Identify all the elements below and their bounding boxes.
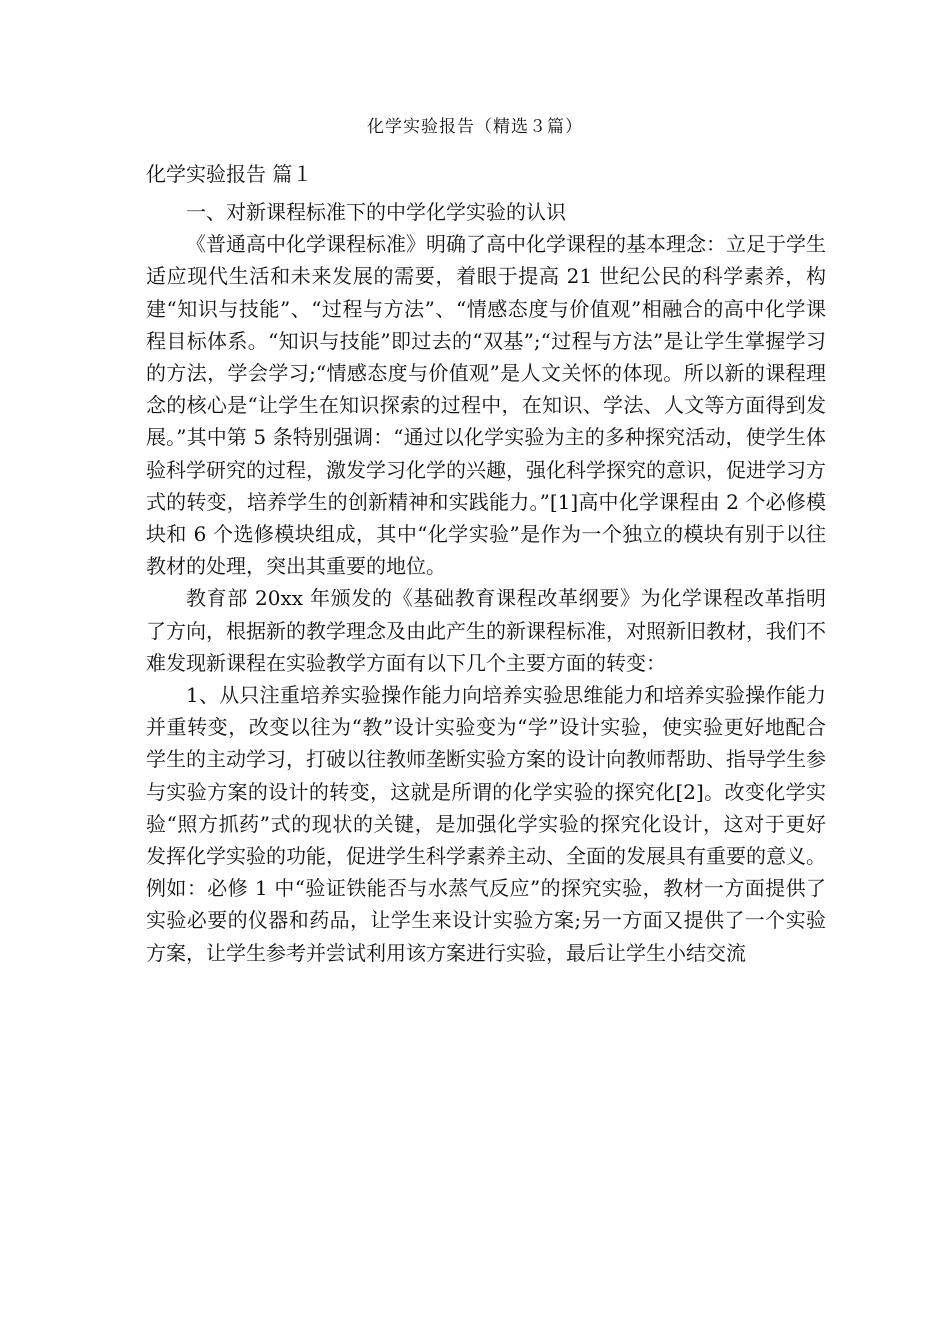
paragraph-subheading: 一、对新课程标准下的中学化学实验的认识 (186, 200, 566, 224)
paragraph: 1、从只注重培养实验操作能力向培养实验思维能力和培养实验操作能力并重转变，改变以往为“教”设计实验变为“学”设计实验，使实验更好地配合学生的主动学习，打破以往教师垄断实验方案的设计向教师帮助、指导学生参与实验方案的设计的转变，这就是所谓的化学实验的探究化[2]。改变化学实验“照方抓药”式的现状的关键，是加强化学实验的探究化设计，这对于更好发挥化学实验的功能，促进学生科学素养主动、全面的发展具有重要的意义。例如：必修 1 中“验证铁能否与水蒸气反应”的探究实验，教材一方面提供了实验必要的仪器和药品，让学生来设计实验方案;另一方面又提供了一个实验方案，让学生参考并尝试利用该方案进行实验，最后让学生小结交流 (146, 683, 826, 965)
document-title: 化学实验报告（精选３篇） (367, 117, 583, 137)
paragraph: 《普通高中化学课程标准》明确了高中化学课程的基本理念：立足于学生适应现代生活和未来发展的需要，着眼于提高 21 世纪公民的科学素养，构建“知识与技能”、“过程与方法”、“情感态度与价值观”相融合的高中化学课程目标体系。“知识与技能”即过去的“双基”;“过程与方法”是让学生掌握学习的方法，学会学习;“情感态度与价值观”是人文关怀的体现。所以新的课程理念的核心是“让学生在知识探索的过程中，在知识、学法、人文等方面得到发展。”其中第 5 条特别强调：“通过以化学实验为主的多种探究活动，使学生体验科学研究的过程，激发学习化学的兴趣，强化科学探究的意识，促进学习方式的转变，培养学生的创新精神和实践能力。”[1]高中化学课程由 2 个必修模块和 6 个选修模块组成，其中“化学实验”是作为一个独立的模块有别于以往教材的处理，突出其重要的地位。 (146, 232, 826, 579)
section-heading: 化学实验报告 篇１ (146, 162, 313, 186)
document-body (146, 196, 826, 969)
paragraph: 教育部 20xx 年颁发的《基础教育课程改革纲要》为化学课程改革指明了方向，根据新的教学理念及由此产生的新课程标准，对照新旧教材，我们不难发现新课程在实验教学方面有以下几个主要方面的转变： (146, 586, 826, 675)
